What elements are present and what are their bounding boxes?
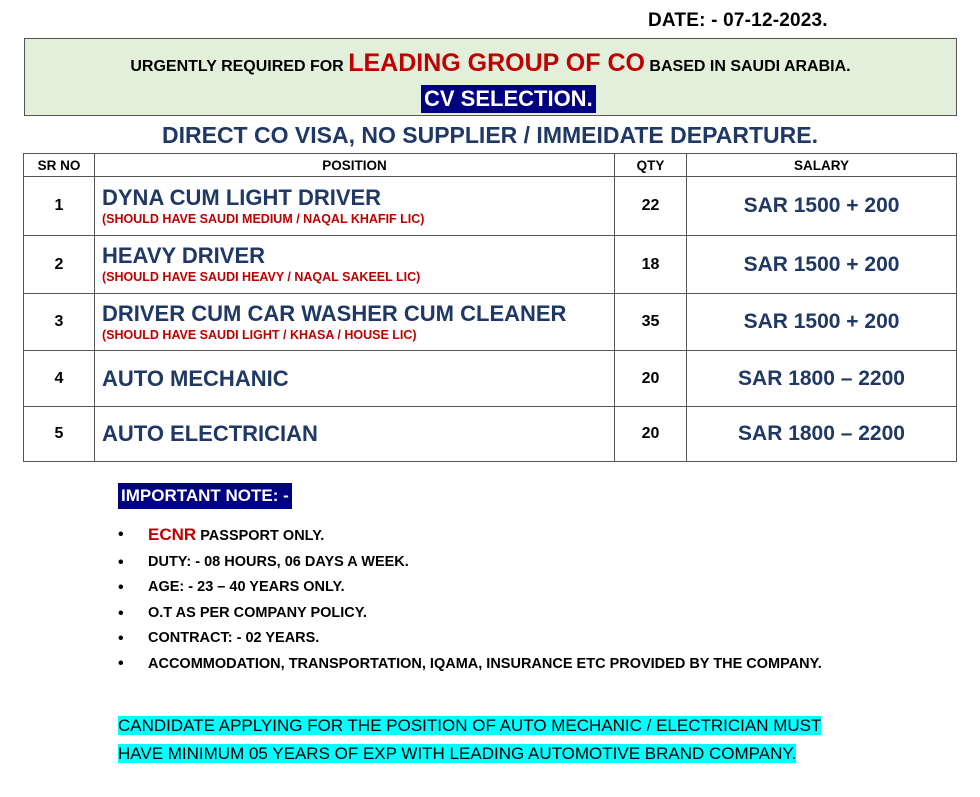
candidate-requirement: [118, 712, 848, 768]
row-sr: 4: [24, 351, 95, 407]
positions-table: [23, 153, 957, 462]
ecnr-highlight: ECNR: [148, 525, 197, 544]
row-salary: SAR 1800 – 2200: [687, 351, 957, 407]
row-position: DYNA CUM LIGHT DRIVER: [102, 184, 382, 210]
row-sr: 3: [24, 294, 95, 351]
banner-highlight: LEADING GROUP OF CO: [348, 49, 645, 77]
row-qty: 20: [615, 407, 687, 462]
list-item: • O.T AS PER COMPANY POLICY.: [118, 601, 858, 627]
important-note-heading: IMPORTANT NOTE: -: [118, 483, 292, 509]
row-sr: 2: [24, 236, 95, 294]
list-item: • ACCOMMODATION, TRANSPORTATION, IQAMA, INSURANCE ETC PROVIDED BY THE COMPANY.: [118, 652, 858, 676]
row-qty: 35: [615, 294, 687, 351]
header-salary: SALARY: [687, 154, 957, 177]
row-salary: SAR 1500 + 200: [687, 177, 957, 236]
row-salary: SAR 1500 + 200: [687, 236, 957, 294]
row-position: AUTO ELECTRICIAN: [102, 421, 318, 446]
row-sr: 1: [24, 177, 95, 236]
row-salary: SAR 1800 – 2200: [687, 407, 957, 462]
row-position-cell: [95, 294, 615, 351]
header-banner: [24, 38, 957, 116]
list-item: • CONTRACT: - 02 YEARS.: [118, 626, 858, 652]
banner-suffix: BASED IN SAUDI ARABIA.: [644, 58, 851, 75]
row-position-cell: [95, 407, 615, 462]
banner-prefix: URGENTLY REQUIRED FOR: [130, 58, 349, 75]
important-note-list: [118, 522, 858, 676]
header-position: POSITION: [95, 154, 615, 177]
row-license-note: (SHOULD HAVE SAUDI HEAVY / NAQAL SAKEEL LIC): [102, 270, 421, 284]
row-position-cell: [95, 177, 615, 236]
list-item: [118, 522, 858, 550]
row-sr: 5: [24, 407, 95, 462]
row-position-cell: [95, 351, 615, 407]
header-qty: QTY: [615, 154, 687, 177]
header-sr-no: SR NO: [24, 154, 95, 177]
row-position: AUTO MECHANIC: [102, 365, 289, 391]
document-date: DATE: - 07-12-2023.: [648, 10, 828, 31]
table-header-row: [24, 154, 957, 177]
banner-headline: [25, 49, 956, 78]
row-position-cell: [95, 236, 615, 294]
note-text: PASSPORT ONLY.: [196, 528, 325, 544]
table-row: [24, 351, 957, 407]
row-salary: SAR 1500 + 200: [687, 294, 957, 351]
row-qty: 18: [615, 236, 687, 294]
list-item: • AGE: - 23 – 40 YEARS ONLY.: [118, 575, 858, 601]
row-qty: 20: [615, 351, 687, 407]
row-position: DRIVER CUM CAR WASHER CUM CLEANER: [102, 300, 567, 326]
table-row: [24, 407, 957, 462]
row-license-note: (SHOULD HAVE SAUDI MEDIUM / NAQAL KHAFIF LIC): [102, 211, 425, 226]
row-license-note: (SHOULD HAVE SAUDI LIGHT / KHASA / HOUSE LIC): [102, 327, 417, 342]
candidate-requirement-text: CANDIDATE APPLYING FOR THE POSITION OF AUTO MECHANIC / ELECTRICIAN MUST HAVE MINIMUM 05 YEARS OF EXP WITH LEADING AUTOMOTIVE BRAND COMPANY.: [118, 716, 822, 763]
list-item: • DUTY: - 08 HOURS, 06 DAYS A WEEK.: [118, 550, 858, 576]
row-qty: 22: [615, 177, 687, 236]
table-row: [24, 236, 957, 294]
cv-selection-label: CV SELECTION.: [421, 85, 596, 113]
row-position: HEAVY DRIVER: [102, 243, 266, 268]
table-row: [24, 294, 957, 351]
subheading: DIRECT CO VISA, NO SUPPLIER / IMMEIDATE DEPARTURE.: [162, 122, 818, 148]
table-row: [24, 177, 957, 236]
